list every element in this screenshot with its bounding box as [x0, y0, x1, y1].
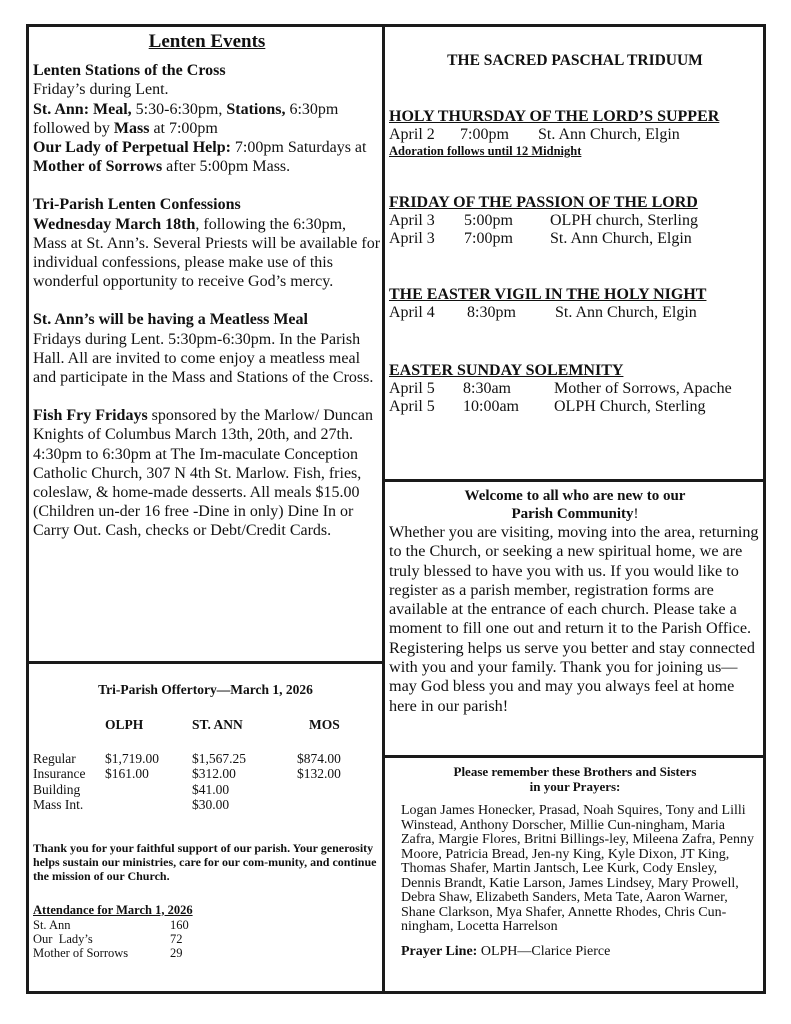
offertory-col-header [33, 717, 105, 751]
olph-time: 7:00pm Saturdays at [230, 139, 367, 157]
offertory-cell: $312.00 [192, 766, 236, 781]
offertory-cell [105, 782, 192, 798]
event-time: 10:00am [463, 398, 519, 415]
easter-vigil [389, 286, 761, 322]
offertory-cell [297, 797, 377, 813]
stations-of-the-cross [33, 61, 381, 176]
event-location: OLPH church, Sterling [550, 212, 698, 229]
stations-label: Stations, [226, 100, 286, 118]
offertory-cell: $874.00 [297, 750, 341, 766]
event-time: 7:00pm [464, 230, 513, 247]
table-row [33, 751, 377, 767]
table-row [33, 932, 230, 946]
mos-label: Mother of Sorrows [33, 158, 163, 176]
event-row [389, 398, 761, 416]
event-date: April 4 [389, 304, 435, 321]
good-friday [389, 194, 761, 248]
event-heading: HOLY THURSDAY OF THE LORD’S SUPPER [389, 108, 720, 125]
olph-label: Our Lady of Perpetual Help: [33, 139, 231, 157]
attendance-parish: Our Lady’s [33, 931, 93, 946]
offertory-cell: $161.00 [105, 766, 149, 781]
confessions-heading: Tri-Parish Lenten Confessions [33, 196, 241, 214]
attendance-title: Attendance for March 1, 2026 [33, 902, 193, 917]
table-row [33, 797, 377, 813]
st-ann-meal-label: St. Ann: Meal, [33, 100, 132, 118]
welcome-section [389, 487, 761, 716]
offertory-cell: $41.00 [192, 781, 230, 797]
event-time: 8:30am [463, 380, 511, 397]
event-heading: FRIDAY OF THE PASSION OF THE LORD [389, 194, 698, 211]
confessions-date: Wednesday March 18th [33, 215, 196, 233]
prayer-names-list: Logan James Honecker, Prasad, Noah Squires, Tony and Lilli Winstead, Anthony Dorscher, Millie Cun-ningham, Maria Zafra, Margie Flores, Britni Billings-ley, Mileena Zafra, Penny Moore, Patricia Bread, Jen-ny King, Kyle Dixon, JT King, Thomas Shafer, Martin Jantsch, Lee Kurk, Cody Ensley, Dennis Brandt, Katie Larson, James Lindsey, Mary Prowell, Debra Shaw, Elizabeth Sanders, Meta Tate, Aaron Warner, Shane Clarkson, Mya Shafer, Annette Rhodes, Chris Cun-ningham, Locetta Harrelson [401, 803, 755, 934]
mass-label: Mass [113, 119, 150, 137]
attendance-parish: Mother of Sorrows [33, 945, 129, 960]
meatless-meal [33, 310, 381, 387]
welcome-title-line2: Parish Community [511, 506, 634, 522]
offertory-cell: $1,719.00 [105, 750, 159, 766]
table-row [33, 766, 377, 782]
event-heading: THE EASTER VIGIL IN THE HOLY NIGHT [389, 286, 707, 303]
event-time: 8:30pm [467, 304, 516, 321]
offertory-cell: Mass Int. [33, 797, 84, 812]
event-date: April 3 [389, 230, 435, 247]
event-row [389, 304, 761, 322]
event-date: April 2 [389, 126, 435, 143]
welcome-title-punct: ! [633, 506, 639, 522]
triduum-section [389, 52, 761, 456]
fishfry-body: sponsored by the Marlow/ Duncan Knights of Columbus March 13th, 20th, and 27th. 4:30pm to 6:30pm at The Im-maculate Conception Catholic Church, 307 N 4th St. Marlow. Fish, fries, coleslaw, & home-made desserts. All meals $15.00 (Children un-der 16 free -Dine in only) Dine In or Carry Out. Cash, checks or Debt/Credit Cards. [33, 407, 373, 540]
event-date: April 5 [389, 380, 435, 397]
event-row [389, 230, 761, 248]
offertory-cell: $1,567.25 [192, 750, 246, 766]
stations-line1: Friday’s during Lent. [33, 81, 169, 99]
lenten-confessions [33, 195, 381, 291]
offertory-table [33, 717, 377, 813]
event-location: St. Ann Church, Elgin [550, 230, 692, 247]
offertory-section [33, 682, 378, 960]
attendance-parish: St. Ann [33, 917, 71, 932]
prayers-title [389, 764, 761, 794]
event-location: Mother of Sorrows, Apache [554, 380, 732, 397]
prayers-title-line2: in your Prayers: [529, 779, 621, 794]
event-time: 5:00pm [464, 212, 513, 229]
right-section-divider-top [382, 479, 766, 482]
fishfry-heading: Fish Fry Fridays [33, 407, 148, 425]
prayer-line-label: Prayer Line: [401, 943, 478, 959]
mass-time: at 7:00pm [149, 119, 218, 137]
offertory-cell: Regular [33, 750, 76, 766]
event-row [389, 380, 761, 398]
table-row [33, 946, 230, 960]
event-heading: EASTER SUNDAY SOLEMNITY [389, 362, 624, 379]
attendance-count: 160 [170, 917, 189, 932]
table-row [33, 782, 377, 798]
attendance-table [33, 918, 230, 960]
event-location: St. Ann Church, Elgin [538, 126, 680, 143]
stations-heading: Lenten Stations of the Cross [33, 62, 226, 80]
welcome-title [389, 487, 761, 523]
event-date: April 5 [389, 398, 435, 415]
table-row [33, 918, 230, 932]
offertory-col-header: ST. ANN [192, 717, 243, 732]
column-divider [382, 24, 385, 994]
welcome-title-line1: Welcome to all who are new to our [464, 488, 686, 504]
stations-time: 6:30pm followed by [33, 100, 339, 137]
attendance-count: 72 [170, 931, 183, 946]
offertory-cell: Insurance [33, 766, 86, 781]
meatless-body: Fridays during Lent. 5:30pm-6:30pm. In the Parish Hall. All are invited to come enjoy a meatless meal and participate in the Mass and Stations of the Cross. [33, 330, 374, 387]
event-date: April 3 [389, 212, 435, 229]
left-section-divider [26, 661, 384, 664]
offertory-cell: $30.00 [192, 797, 230, 812]
offertory-thanks: Thank you for your faithful support of our parish. Your generosity helps sustain our ministries, care for our com-munity, and continue the mission of our Church. [33, 840, 377, 883]
right-section-divider-bottom [382, 755, 766, 758]
welcome-body: Whether you are visiting, moving into the area, returning to the Church, or seeking a new spiritual home, we are truly blessed to have you with us. If you would like to register as a parish member, registration forms are available at the entrance of each church. Please take a moment to fill one out and return it to the Parish Office. Registering helps us serve you better and stay connected with you and your family. Thank you for joining us—may God bless you and may you always feel at home here in our parish! [389, 523, 759, 715]
offertory-col-header: OLPH [105, 717, 144, 732]
offertory-cell: $132.00 [297, 766, 341, 781]
triduum-title: THE SACRED PASCHAL TRIDUUM [447, 52, 703, 69]
prayers-title-line1: Please remember these Brothers and Sisters [453, 764, 697, 779]
event-location: OLPH Church, Sterling [554, 398, 706, 415]
event-row [389, 212, 761, 230]
prayer-line [401, 945, 761, 960]
holy-thursday [389, 108, 761, 158]
offertory-col-header: MOS [309, 717, 340, 732]
lenten-events-title: Lenten Events [148, 31, 266, 52]
mos-time: after 5:00pm Mass. [162, 158, 291, 176]
prayers-section [389, 764, 761, 959]
event-location: St. Ann Church, Elgin [555, 304, 697, 321]
event-row [389, 126, 761, 144]
event-note: Adoration follows until 12 Midnight [389, 144, 582, 158]
easter-sunday [389, 362, 761, 416]
lenten-events-section [33, 30, 381, 560]
fish-fry [33, 406, 381, 540]
attendance-count: 29 [170, 945, 183, 960]
offertory-cell [105, 797, 192, 813]
confessions-body: , following the 6:30pm, Mass at St. Ann’s. Several Priests will be available for individual confessions, please make use of this wonderful opportunity to receive God’s mercy. [33, 215, 381, 291]
offertory-title: Tri-Parish Offertory—March 1, 2026 [98, 682, 313, 697]
offertory-cell [297, 782, 377, 798]
offertory-cell: Building [33, 781, 81, 797]
st-ann-meal-time: 5:30-6:30pm, [131, 100, 227, 118]
meatless-heading: St. Ann’s will be having a Meatless Meal [33, 311, 308, 329]
event-time: 7:00pm [460, 126, 509, 143]
prayer-line-value: OLPH—Clarice Pierce [477, 943, 611, 959]
offertory-header-row [33, 717, 377, 751]
